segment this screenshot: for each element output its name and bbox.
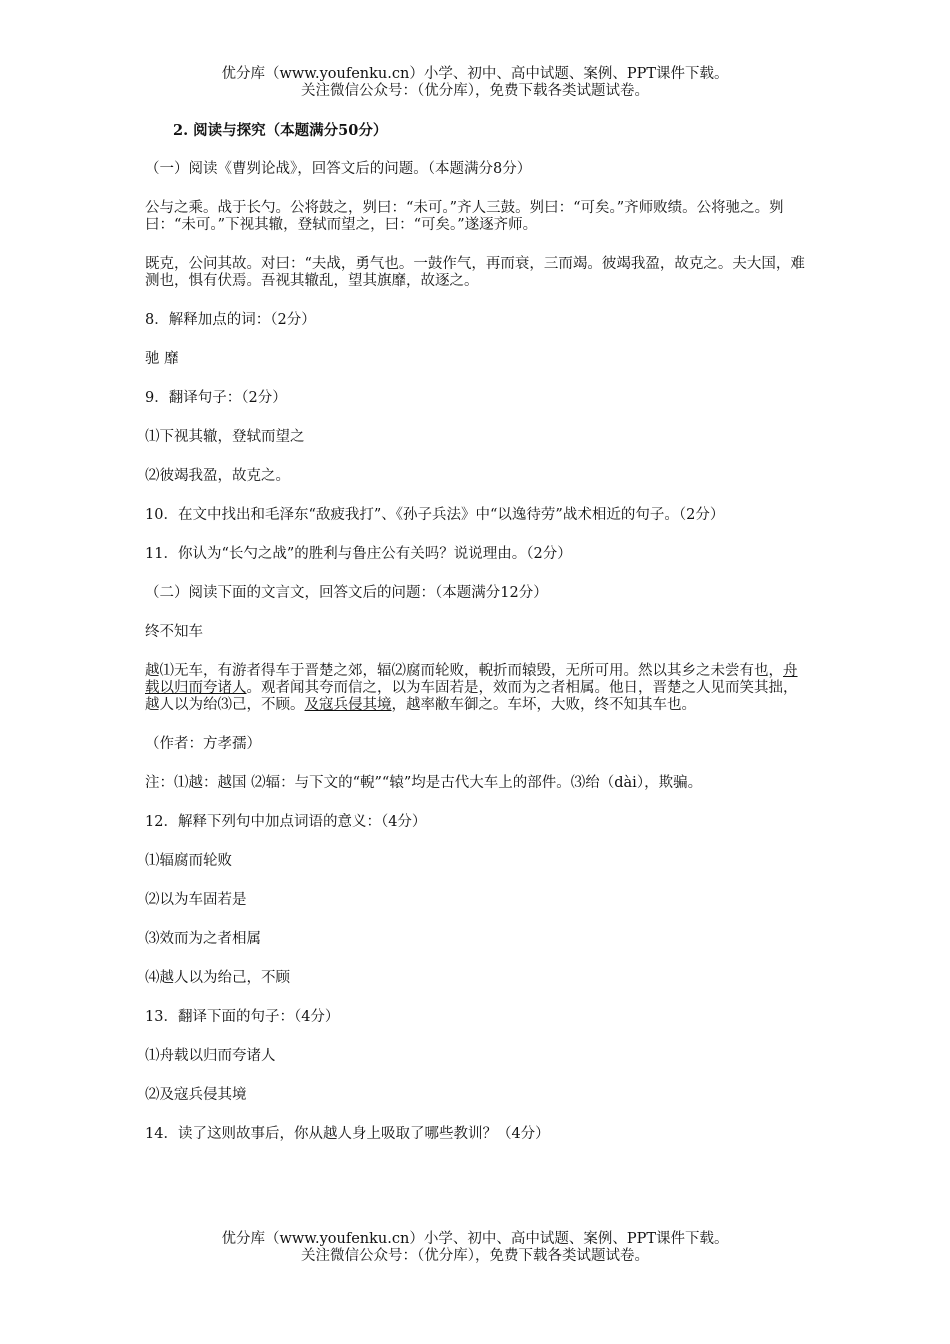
question-12-item-2: ⑵以为车固若是 xyxy=(145,892,247,908)
question-8-words: 驰 靡 xyxy=(145,351,179,367)
question-12: 12．解释下列句中加点词语的意义：（4分） xyxy=(145,814,427,830)
passage-text-c: ，越率敝车御之。车坏，大败，终不知其车也。 xyxy=(391,697,696,713)
part1-paragraph-1: 公与之乘。战于长勺。公将鼓之，刿曰：“未可。”齐人三鼓。刿曰：“可矣。”齐师败绩。公将驰之。刿曰：“未可。”下视其辙，登轼而望之，曰：“可矣。”遂逐齐师。 xyxy=(145,200,784,233)
header-line-2: 关注微信公众号：（优分库），免费下载各类试题试卷。 xyxy=(301,83,649,99)
footer-line-2: 关注微信公众号：（优分库），免费下载各类试题试卷。 xyxy=(301,1248,649,1264)
section-title: 2. 阅读与探究（本题满分50分） xyxy=(173,122,388,139)
passage-text-a: 越⑴无车，有游者得车于晋楚之郊，辐⑵腐而轮败，輗折而辕毁，无所可用。然以其乡之未尝有也， xyxy=(145,663,783,679)
part2-note: 注：⑴越：越国 ⑵辐：与下文的“輗”“辕”均是古代大车上的部件。⑶绐（dài），欺骗。 xyxy=(145,775,703,791)
question-11: 11．你认为“长勺之战”的胜利与鲁庄公有关吗？说说理由。（2分） xyxy=(145,546,572,562)
passage-text-b: 。观者闻其夸而信之，以为车固若是，效而为之者相属。他日，晋楚之人见而笑其拙，越人以为绐⑶己，不顾。 xyxy=(145,680,798,713)
question-12-item-4: ⑷越人以为绐己，不顾 xyxy=(145,970,290,986)
question-9-item-2: ⑵彼竭我盈，故克之。 xyxy=(145,468,290,484)
footer-line-1: 优分库（www.youfenku.cn）小学、初中、高中试题、案例、PPT课件下载。 xyxy=(221,1231,729,1247)
question-13-item-2: ⑵及寇兵侵其境 xyxy=(145,1087,247,1103)
page-header xyxy=(0,66,950,100)
part1-paragraph-2: 既克，公问其故。对曰：“夫战，勇气也。一鼓作气，再而衰，三而竭。彼竭我盈，故克之。夫大国，难测也，惧有伏焉。吾视其辙乱，望其旗靡，故逐之。 xyxy=(145,256,805,289)
part1-intro: （一）阅读《曹刿论战》，回答文后的问题。（本题满分8分） xyxy=(145,161,532,177)
question-13: 13．翻译下面的句子：（4分） xyxy=(145,1009,340,1025)
passage-underlined-1: 舟载以归而夸诸人 xyxy=(145,663,798,696)
question-12-item-3: ⑶效而为之者相属 xyxy=(145,931,261,947)
question-10: 10．在文中找出和毛泽东“敌疲我打”、《孙子兵法》中“以逸待劳”战术相近的句子。（2分） xyxy=(145,507,725,523)
question-8: 8．解释加点的词：（2分） xyxy=(145,312,316,328)
part2-passage xyxy=(145,663,805,714)
question-14: 14．读了这则故事后，你从越人身上吸取了哪些教训？（4分） xyxy=(145,1126,550,1142)
question-12-item-1: ⑴辐腐而轮败 xyxy=(145,853,232,869)
question-9: 9．翻译句子：（2分） xyxy=(145,390,287,406)
passage-underlined-2: 及寇兵侵其境 xyxy=(304,697,392,713)
part2-intro: （二）阅读下面的文言文，回答文后的问题：（本题满分12分） xyxy=(145,585,548,601)
page-footer xyxy=(0,1231,950,1265)
question-9-item-1: ⑴下视其辙，登轼而望之 xyxy=(145,429,305,445)
part2-author: （作者：方孝孺） xyxy=(145,736,261,752)
header-line-1: 优分库（www.youfenku.cn）小学、初中、高中试题、案例、PPT课件下载。 xyxy=(221,66,729,82)
document-body xyxy=(145,122,805,1143)
question-13-item-1: ⑴舟载以归而夸诸人 xyxy=(145,1048,276,1064)
part2-title: 终不知车 xyxy=(145,624,203,640)
